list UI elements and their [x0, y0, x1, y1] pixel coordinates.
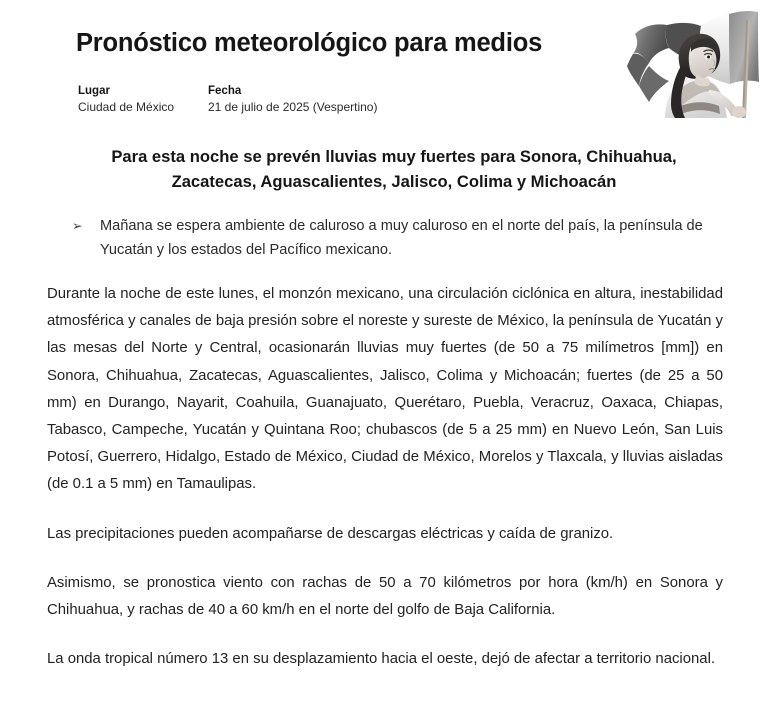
metadata-date	[208, 84, 377, 115]
metadata-row	[78, 84, 377, 115]
list-item	[70, 214, 725, 262]
body-content	[47, 281, 723, 673]
paragraph-electric-discharges: Las precipitaciones pueden acompañarse de descargas eléctricas y caída de granizo.	[47, 525, 614, 542]
arrow-bullet-icon: ➢	[72, 219, 83, 233]
place-label: Lugar	[78, 85, 110, 97]
paragraph-forecast-rain: Durante la noche de este lunes, el monzón mexicano, una circulación ciclónica en altura, inestabilidad atmosférica y canales de baja presión sobre el noreste y sureste de México, la península de Yucatán y las mesas del Norte y Central, ocasionarán lluvias muy fuertes (de 50 a 75 milímetros [mm]) en Sonora, Chihuahua, Zacatecas, Aguascalientes, Jalisco, Colima y Michoacán; fuertes (de 25 a 50 mm) en Durango, Nayarit, Coahuila, Guanajuato, Querétaro, Puebla, Veracruz, Oaxaca, Chiapas, Tabasco, Campeche, Yucatán y Quintana Roo; chubascos (de 5 a 25 mm) en Nuevo León, San Luis Potosí, Guerrero, Hidalgo, Estado de México, Ciudad de México, Morelos y Tlaxcala, y lluvias aisladas (de 0.1 a 5 mm) en Tamaulipas.	[47, 286, 723, 493]
paragraph-tropical-wave: La onda tropical número 13 en su desplazamiento hacia el oeste, dejó de afectar a territorio nacional.	[47, 651, 716, 668]
date-value: 21 de julio de 2025 (Vespertino)	[208, 100, 378, 114]
place-value: Ciudad de México	[78, 100, 175, 114]
headline: Para esta noche se prevén lluvias muy fuertes para Sonora, Chihuahua, Zacatecas, Aguascalientes, Jalisco, Colima y Michoacán	[111, 147, 677, 191]
list-item-text: Mañana se espera ambiente de caluroso a muy caluroso en el norte del país, la península de Yucatán y los estados del Pacífico mexicano.	[100, 218, 703, 258]
paragraph-wind-gusts: Asimismo, se pronostica viento con rachas de 50 a 70 kilómetros por hora (km/h) en Sonora y Chihuahua, y rachas de 40 a 60 km/h en el norte del golfo de Baja California.	[47, 574, 723, 619]
flag-woman-emblem-image	[613, 6, 765, 124]
date-label: Fecha	[208, 85, 242, 97]
page-title: Pronóstico meteorológico para medios	[76, 29, 543, 57]
metadata-place	[78, 84, 208, 115]
highlight-list	[70, 214, 725, 262]
